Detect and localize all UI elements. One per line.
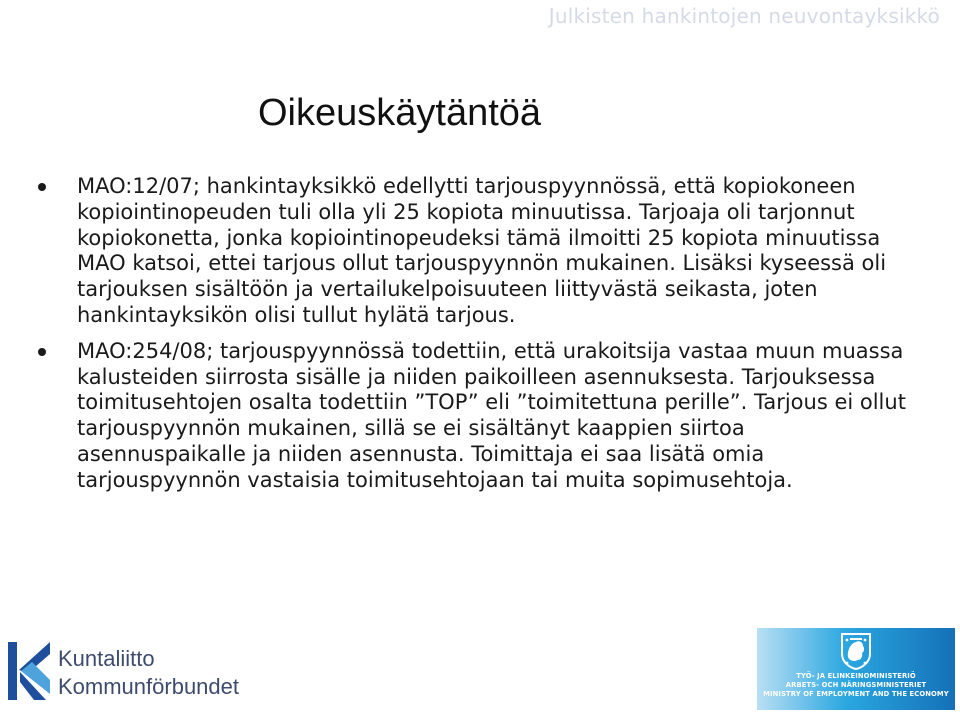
ministry-name-fi: TYÖ- JA ELINKEINOMINISTERIÖ <box>796 672 916 680</box>
bullet-text: MAO:254/08; tarjouspyynnössä todettiin, että urakoitsija vastaa muun muassa kalusteiden siirrosta sisälle ja niiden paikoilleen asennuksesta. Tarjouksessa toimitusehtojen osalta todettiin ”TOP” eli ”toimitettuna perille”. Tarjous ei ollut tarjouspyynnön mukainen, sillä se ei sisältänyt kaappien siirtoa asennuspaikalle ja niiden asennusta. Toimittaja ei saa lisätä omia tarjouspyynnön vastaisia toimitusehtojaan tai muita sopimusehtoja. <box>77 338 906 492</box>
bullet-item-mao-254-08 <box>38 339 918 494</box>
kuntaliitto-k-icon <box>6 640 54 702</box>
bullet-text: MAO:12/07; hankintayksikkö edellytti tarjouspyynnössä, että kopiokoneen kopiointinopeuden tuli olla yli 25 kopiota minuutissa. Tarjoaja oli tarjonnut kopiokonetta, jonka kopiointinopeudeksi tämä ilmoitti 25 kopiota minuutissa MAO katsoi, ettei tarjous ollut tarjouspyynnön mukainen. Lisäksi kyseessä oli tarjouksen sisältöön ja vertailukelpoisuuteen liittyvästä seikasta, joten hankintayksikön olisi tullut hylätä tarjous. <box>77 174 887 327</box>
bullet-list <box>38 174 918 504</box>
ministry-name-en: MINISTRY OF EMPLOYMENT AND THE ECONOMY <box>763 690 949 698</box>
finnish-lion-emblem-icon <box>839 630 873 670</box>
bullet-dot-icon <box>38 348 46 356</box>
kommunforbundet-name: Kommunförbundet <box>58 674 239 699</box>
kuntaliitto-logo <box>6 640 268 706</box>
ministry-logo <box>757 628 955 710</box>
header-brand: Julkisten hankintojen neuvontayksikkö <box>548 4 940 28</box>
bullet-item-mao-12-07 <box>38 174 918 329</box>
bullet-dot-icon <box>38 183 46 191</box>
ministry-name <box>757 672 955 699</box>
ministry-name-sv: ARBETS- OCH NÄRINGSMINISTERIET <box>785 681 927 689</box>
kuntaliitto-name: Kuntaliitto <box>58 646 155 671</box>
slide-title: Oikeuskäytäntöä <box>258 92 542 134</box>
